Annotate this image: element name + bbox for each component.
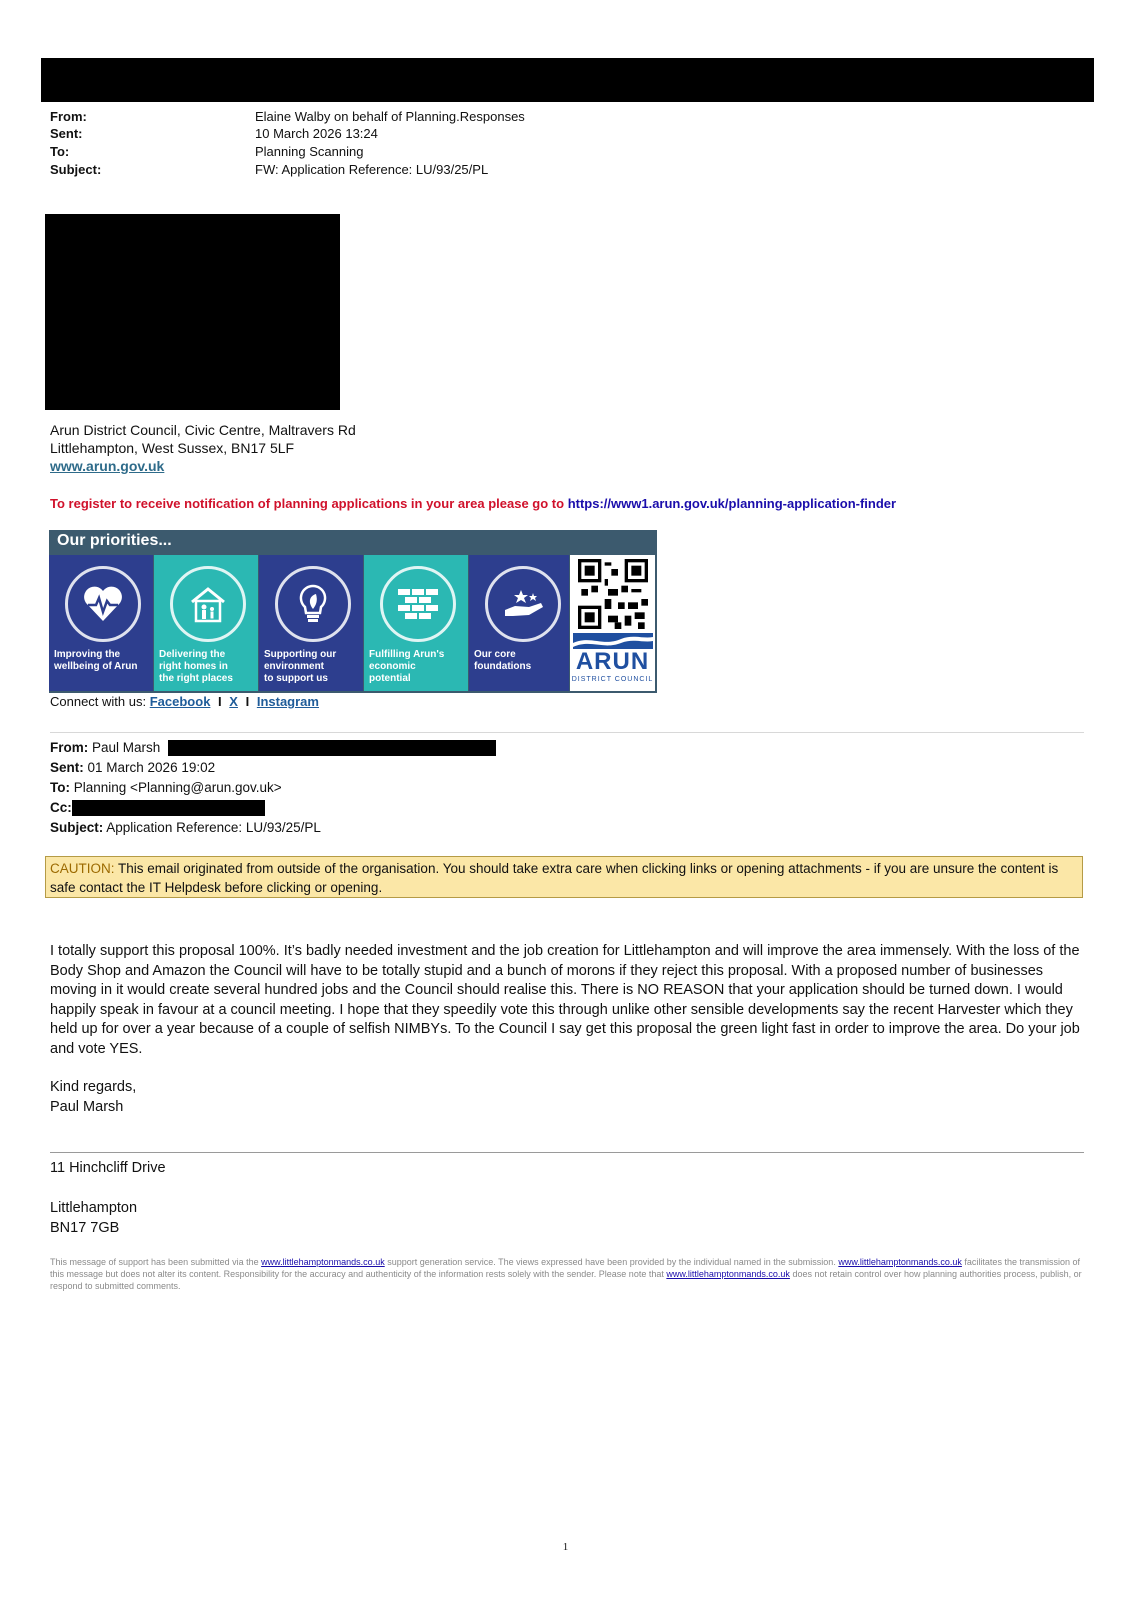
signature-address-line2: Littlehampton, West Sussex, BN17 5LF <box>50 440 295 456</box>
priority-label-wellbeing: Improving the wellbeing of Arun <box>54 649 138 672</box>
priorities-title: Our priorities... <box>57 532 172 549</box>
register-text: To register to receive notification of planning applications in your area please go to <box>50 496 565 511</box>
fwd-sent-label: Sent: <box>50 760 84 775</box>
connect-separator: I <box>245 694 250 709</box>
fwd-sent-row <box>50 758 215 778</box>
redacted-image <box>45 214 340 410</box>
sender-postcode: BN17 7GB <box>50 1220 120 1236</box>
lightbulb-leaf-icon <box>275 566 351 642</box>
fwd-sent-value: 01 March 2026 19:02 <box>87 760 216 775</box>
priority-tile-foundations <box>469 555 569 691</box>
house-family-icon <box>170 566 246 642</box>
fwd-from-label: From: <box>50 740 89 755</box>
arun-logo-qr-tile <box>570 555 655 691</box>
qr-code-icon[interactable] <box>578 559 648 629</box>
planning-finder-link[interactable]: https://www1.arun.gov.uk/planning-application-finder <box>567 496 897 511</box>
fwd-cc-row <box>50 798 72 818</box>
caution-text: This email originated from outside of the organisation. You should take extra care when clicking links or opening attachments - if you are unsure the content is safe contact the IT Helpdesk before clicking or opening. <box>50 861 1059 895</box>
register-notice <box>50 496 896 511</box>
page-number: 1 <box>562 1541 569 1553</box>
redacted-cc <box>72 800 265 816</box>
priority-label-homes: Delivering the right homes in the right places <box>159 649 233 684</box>
message-paragraph: I totally support this proposal 100%. It’s badly needed investment and the job creation for Littlehampton and will improve the area immensely. With the loss of the Body Shop and Amazon the Council will have to be totally stupid and a bunch of morons if they reject this proposal. With a proposed number of businesses moving in it would create several hundred jobs and the Council should realise this. There is NO REASON that your application should be turned down. I would happily speak in favour at a council meeting. I hope that they speedily vote this through unlike other sensible developments say the recent Harvester which they held up for over a year because of a couple of selfish NIMBYs. To the Council I say get this proposal the green light fast in order to improve the area. Do your job and vote YES. <box>50 943 1080 1057</box>
header-to-label: To: <box>50 144 70 159</box>
sender-town: Littlehampton <box>50 1200 138 1216</box>
arun-logo-subtext: DISTRICT COUNCIL <box>571 676 654 683</box>
arun-wave-icon <box>573 633 653 649</box>
fwd-to-row <box>50 778 282 798</box>
divider <box>50 1152 1084 1153</box>
header-from-value: Elaine Walby on behalf of Planning.Responses <box>255 109 525 124</box>
header-sent-value: 10 March 2026 13:24 <box>255 126 378 141</box>
message-closing: Kind regards, <box>50 1079 137 1095</box>
brick-wall-icon <box>380 566 456 642</box>
heart-pulse-icon <box>65 566 141 642</box>
redaction-bar-top <box>41 58 1094 102</box>
header-sent-label: Sent: <box>50 126 83 141</box>
redacted-email-address <box>168 740 496 756</box>
priority-tile-environment <box>259 555 363 691</box>
header-to-value: Planning Scanning <box>255 144 364 159</box>
sender-address <box>50 1158 166 1238</box>
arun-logo-text: ARUN <box>575 648 650 675</box>
littlehampton-link[interactable]: www.littlehamptonmands.co.uk <box>666 1269 790 1279</box>
fwd-to-value: Planning <Planning@arun.gov.uk> <box>73 780 282 795</box>
fwd-to-label: To: <box>50 780 70 795</box>
message-body <box>50 942 1090 1117</box>
priority-label-economy: Fulfilling Arun's economic potential <box>369 649 445 684</box>
footer-disclaimer: This message of support has been submitted via the www.littlehamptonmands.co.uk support generation service. The views expressed have been provided by the individual named in the submission. www.littlehamptonmands.co.uk facilitates the transmission of this message but does not alter its content. Responsibility for the accuracy and authenticity of the information rests solely with the sender. Please note that www.littlehamptonmands.co.uk does not retain control over how planning authorities process, publish, or respond to submitted comments. <box>50 1257 1082 1291</box>
instagram-link[interactable]: Instagram <box>256 694 319 709</box>
header-subject-value: FW: Application Reference: LU/93/25/PL <box>255 162 489 177</box>
signature-block <box>50 421 356 475</box>
fwd-cc-label: Cc: <box>50 800 72 815</box>
priority-label-foundations: Our core foundations <box>474 649 532 672</box>
priority-tile-homes <box>154 555 258 691</box>
fwd-subject-label: Subject: <box>50 820 104 835</box>
littlehampton-link[interactable]: www.littlehamptonmands.co.uk <box>838 1257 962 1267</box>
website-link[interactable]: www.arun.gov.uk <box>50 458 165 474</box>
connect-row <box>50 694 319 709</box>
priorities-banner <box>49 530 657 693</box>
header-subject-label: Subject: <box>50 162 102 177</box>
fwd-subject-row <box>50 818 321 838</box>
x-link[interactable]: X <box>229 694 238 709</box>
fwd-from-value: Paul Marsh <box>92 740 161 755</box>
message-sender-name: Paul Marsh <box>50 1098 124 1115</box>
priority-tile-wellbeing <box>49 555 153 691</box>
facebook-link[interactable]: Facebook <box>149 694 211 709</box>
sender-address-line1: 11 Hinchcliff Drive <box>50 1160 166 1176</box>
littlehampton-link[interactable]: www.littlehamptonmands.co.uk <box>261 1257 385 1267</box>
header-from-label: From: <box>50 109 87 124</box>
divider <box>50 732 1084 733</box>
caution-label: CAUTION: <box>50 861 115 876</box>
caution-banner <box>45 856 1083 898</box>
connect-label: Connect with us: <box>50 694 147 709</box>
hand-stars-icon <box>485 566 561 642</box>
priority-label-environment: Supporting our environment to support us <box>264 649 337 684</box>
priority-tile-economy <box>364 555 468 691</box>
signature-address-line1: Arun District Council, Civic Centre, Maltravers Rd <box>50 422 356 438</box>
fwd-subject-value: Application Reference: LU/93/25/PL <box>106 820 321 835</box>
connect-separator: I <box>218 694 222 709</box>
fwd-from-row <box>50 738 160 758</box>
